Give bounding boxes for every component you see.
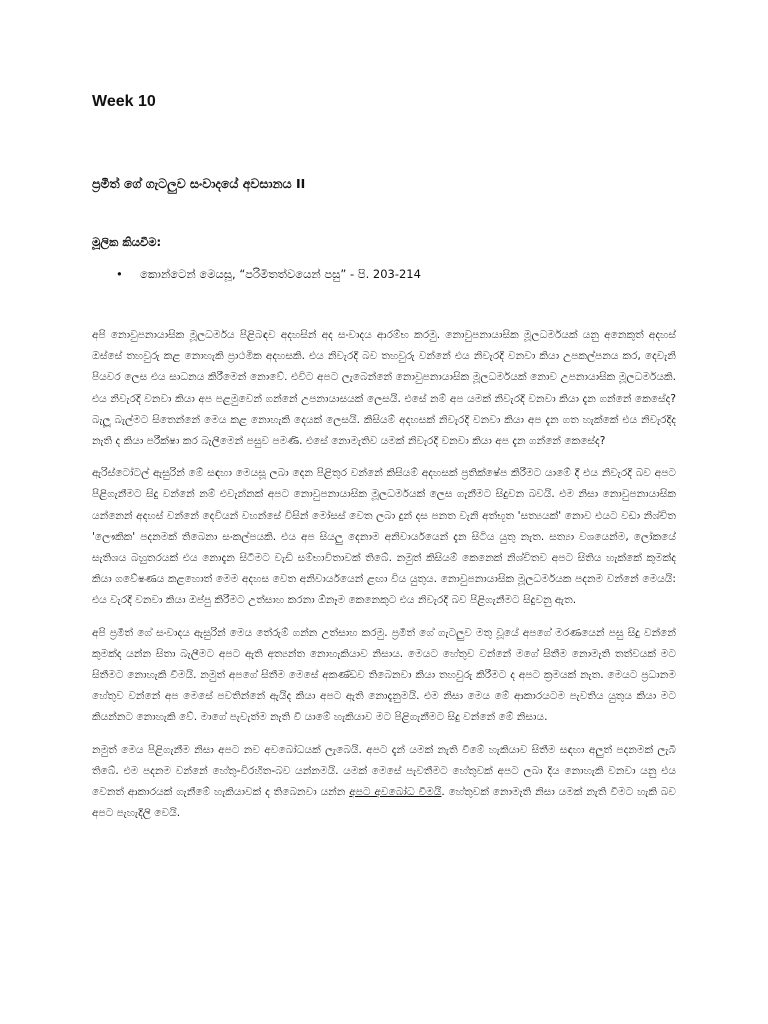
week-heading: Week 10 bbox=[92, 93, 156, 110]
reading-item-text: කොන්ටෙන් මෙයසූ, “පරිමිතත්වයෙන් පසු” - පි. 203-214 bbox=[140, 267, 421, 281]
paragraph-4-tail: . හේතුවක් නොමැති නිසා යමක් නැති වීමට හැකි බව අපට පැහැදිලි වෙයි. bbox=[92, 786, 676, 820]
body-text bbox=[92, 325, 676, 835]
underlined-phrase: අපට අවබෝධ වීමයි bbox=[349, 786, 442, 799]
bullet-icon: • bbox=[116, 267, 123, 281]
lecture-title: ප්‍රමීත් ගේ ගැටලුව සංවාදයේ අවසානය II bbox=[92, 176, 306, 191]
paragraph-1: අපි නොවුපනායාසික මූලධර්මය පිළිබඳව අදහසින් අද සංවාදය ආරම්භ කරමු. නොවුපනායාසික මූලධර්මයක් යනු අනෙකුත් අදහස් ඔස්සේ තහවුරු කළ නොහැකි ප්‍රාථමික අදහසකි. එය නිවැරදි බව තහවුරු වන්නේ එය නිවැරදි වනවා කියා උපකල්පනය කර, දෙවැනි පියවර ලෙස එය සාධනය කිරීමෙන් නොවේ. එවිට අපට ලැබෙන්නේ නොවුපනායාසික මූලධර්මයක් නොව උපනායාසික මූලධර්මයකි. එය නිවැරදි වනවා කියා අප පළමුවෙන් ගන්නේ උපනායාසයක් ලෙසයි. එසේ නම් අප යමක් නිවැරදි වනවා කියා දැන ගන්නේ කෙසේද? බැලූ බැල්මට සිතෙන්නේ මෙය කළ නොහැකි දෙයක් ලෙසයි. කිසියම් අදහසක් නිවැරදි වනවා කියා අප දැන ගත හැක්කේ එය නිවැරදිද නැති ද කියා පරීක්ෂා කර බැලීමෙන් පසුව පමණි. එසේ නොමැතිව යමක් නිවැරදි වනවා කියා අප දැන ගන්නේ කෙසේද? bbox=[92, 329, 676, 448]
reading-list bbox=[92, 265, 692, 283]
reading-item bbox=[92, 265, 692, 283]
paragraph-4 bbox=[92, 740, 676, 825]
paragraph-2: ඇරිස්ටෝටල් ඇසුරින් මේ සඳහා මෙයසූ ලබා දෙන පිළිතුර වන්නේ කිසියම් අදහසක් ප්‍රතික්ෂේප කිරීමට යාමේ දී එය නිවැරදි බව අපට පිළිගැනීමට සිදු වන්නේ නම් එවැන්නක් අපට නොවුපනායාසික මූලධර්මයක් ලෙස ගැනීමට සිදුවන බවයි. එම නිසා නොවුපනායාසික යන්නෙන් අදහස් වන්නේ දෙවියන් වහන්සේ විසින් මෝසස් වෙත ලබා දුන් දස පනත වැනි අත්භූත 'සත්‍යයක්' නොව එයට වඩා නිශ්චිත 'ලෞකික' පදනමක් තිබෙනා සංකල්පයකි. එය අප සියලු දෙනාම අනිවාර්යයෙන් දැන සිටිය යුතු නැත. සත්‍යා වශයෙන්ම, ලෝකයේ සැතිශය බහුතරයක් එය නොදැන සිටීමට වැඩි සම්භාවිතාවක් තිබේ. නමුත් කිසියම් කෙනෙක් නිශ්චිතව අපට සිතිය හැක්කේ කුමක්ද කියා ගවේෂණය කළහොත් මෙම අදහස වෙත අනිවාර්යයෙන් ළඟා විය යුතුය. නොවුපනායාසික මූලධර්මයක පදනම වන්නේ මෙයයි: එය වැරදි වනවා කියා ඔප්පු කිරීමට උත්සාහ කරනා ඕනෑම කෙනෙකුට එය නිවැරදි බව පිළිගැනීමට සිදුවනු ඇත. bbox=[92, 467, 676, 607]
paragraph-4-text: නමුත් මෙය පිළිගැනීම නිසා අපට නව අවබෝධයක් ලැබෙයි. අපට දැන් යමක් නැති වීමේ හැකියාව සිතීම සඳහා අලුත් පදනමක් ලැබී තිබේ. එම පදනම වන්නේ හේතු-විරහිත-බව යන්නමයි. යමක් මෙසේ පැවතීමට හේතුවක් අපට ලබා දිය නොහැකි වනවා යනු එය වෙනත් ආකාරයක් ගැනීමේ හැකියාවක් ද තිබෙනවා යන්න bbox=[92, 743, 676, 799]
paragraph-3: අපි ප්‍රමීත් ගේ සංවාදය ඇසුරින් මෙය තේරුම් ගන්න උත්සාහ කරමු. ප්‍රමීත් ගේ ගැටලුව මතු වූයේ අපගේ මරණයෙන් පසු සිදු වන්නේ කුමක්ද යන්න සිතා බැලීමට අපට ඇති අත්‍යන්ත නොහැකියාව නිසාය. මෙයට හේතුව වන්නේ මගේ සිතීම නොමැති තත්වයක් මට සිතීමට නොහැකි වීමයි. නමුත් අපගේ සිතීම මෙසේ අකණ්ඩව තිබෙනවා කියා තහවුරු කිරීමට ද අපට ක්‍රමයක් නැත. මෙයට ප්‍රධානම හේතුව වන්නේ අප මෙසේ පවතින්නේ ඇයිද කියා අපට ඇති නොදැනුමයි. එම නිසා මෙය මේ ආකාරයටම පැවතිය යුතුය කියා මට කියන්නට නොහැකි වේ. මාගේ පැවැත්ම නැති වී යාමේ හැකියාව මට පිළිගැනීමට සිදු වන්නේ මේ නිසාය. bbox=[92, 626, 676, 724]
reading-label: මූලික කියවීම: bbox=[92, 235, 162, 249]
